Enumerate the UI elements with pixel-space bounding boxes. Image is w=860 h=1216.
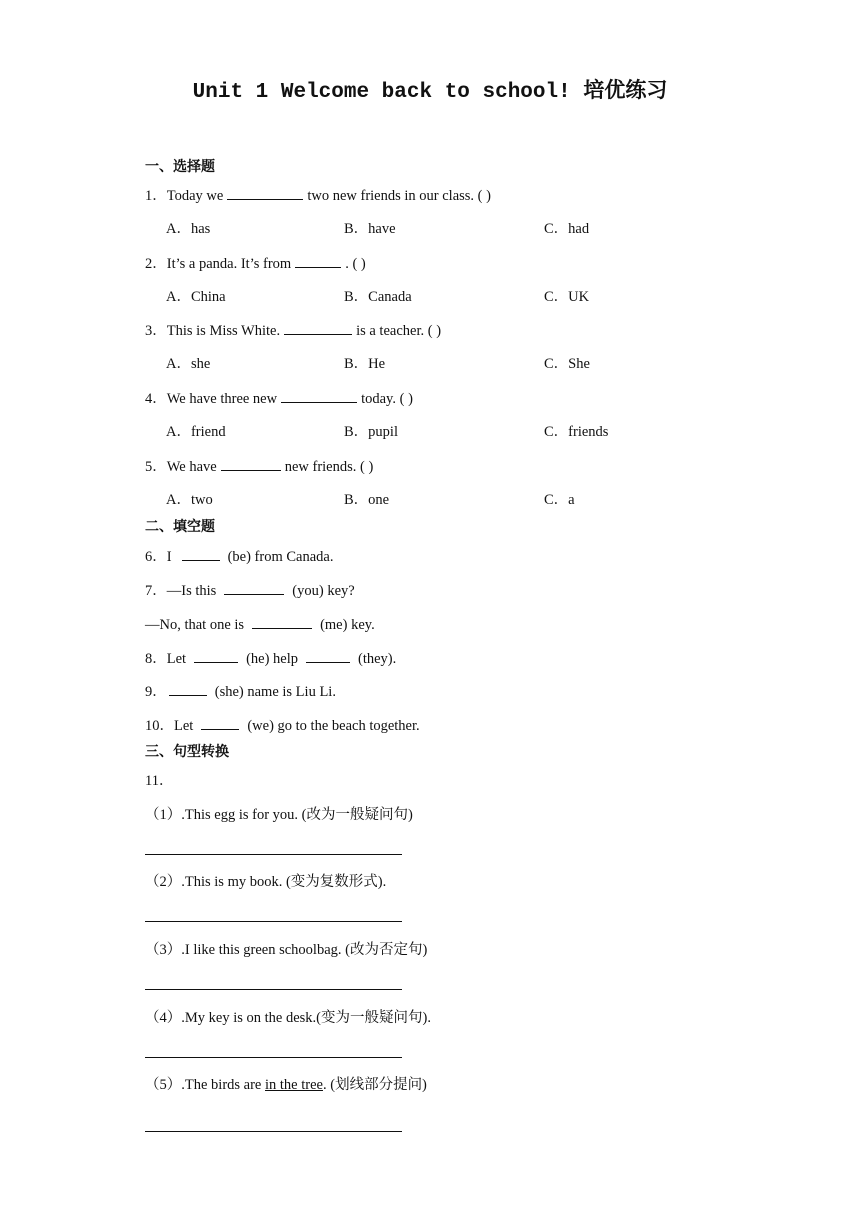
question-2: [145, 253, 366, 274]
answer-blank[interactable]: [295, 253, 341, 268]
question-3-prefix: 3．This is Miss White.: [145, 323, 281, 339]
section-heading-fill-blank: 二、填空题: [145, 519, 215, 535]
question-4-suffix: today. ( ): [361, 391, 413, 407]
question-1-prefix: 1．Today we: [145, 188, 224, 204]
option-a[interactable]: A．friend: [166, 424, 226, 440]
question-8-middle: (he) help: [246, 651, 299, 667]
underlined-phrase: in the tree: [265, 1077, 323, 1093]
question-9-prefix: 9．: [145, 684, 167, 700]
answer-blank[interactable]: [221, 456, 281, 471]
page-title: Unit 1 Welcome back to school! 培优练习: [192, 81, 668, 104]
option-b[interactable]: B．have: [344, 221, 396, 237]
question-7: [145, 580, 355, 601]
question-6: [145, 546, 333, 567]
question-9-suffix: (she) name is Liu Li.: [214, 684, 336, 700]
answer-blank[interactable]: [201, 715, 239, 730]
question-7-reply-suffix: (me) key.: [320, 617, 375, 633]
answer-line[interactable]: [145, 921, 402, 922]
question-7-prefix: 7．—Is this: [145, 583, 217, 599]
answer-blank[interactable]: [306, 648, 350, 663]
question-5-suffix: new friends. ( ): [284, 459, 374, 475]
answer-line[interactable]: [145, 854, 402, 855]
question-10-prefix: 10．Let: [145, 718, 194, 734]
question-9: [145, 681, 336, 702]
question-7-reply-prefix: —No, that one is: [145, 617, 245, 633]
option-b[interactable]: B．Canada: [344, 289, 412, 305]
section-heading-transform: 三、句型转换: [145, 744, 229, 760]
answer-blank[interactable]: [224, 580, 284, 595]
question-11-number: 11．: [145, 773, 174, 789]
answer-line[interactable]: [145, 1057, 402, 1058]
answer-blank[interactable]: [284, 320, 352, 335]
option-a[interactable]: A．she: [166, 356, 211, 372]
option-a[interactable]: A．two: [166, 492, 213, 508]
question-7-reply: [145, 614, 375, 635]
option-b[interactable]: B．one: [344, 492, 390, 508]
question-5-prefix: 5．We have: [145, 459, 217, 475]
answer-blank[interactable]: [252, 614, 312, 629]
answer-line[interactable]: [145, 1131, 402, 1132]
option-a[interactable]: A．China: [166, 289, 226, 305]
question-11-part-2: （2）.This is my book. (变为复数形式).: [145, 874, 387, 890]
question-4: [145, 388, 413, 409]
question-6-prefix: 6．I: [145, 549, 172, 565]
option-c[interactable]: C．a: [544, 492, 575, 508]
question-5: [145, 456, 373, 477]
question-11-part-1: （1）.This egg is for you. (改为一般疑问句): [145, 807, 413, 823]
option-c[interactable]: C．friends: [544, 424, 609, 440]
question-7-suffix: (you) key?: [292, 583, 355, 599]
question-4-prefix: 4．We have three new: [145, 391, 278, 407]
question-11-part-5-suffix: . (划线部分提问): [322, 1077, 427, 1093]
question-3-suffix: is a teacher. ( ): [356, 323, 442, 339]
answer-blank[interactable]: [194, 648, 238, 663]
question-8-suffix: (they).: [358, 651, 397, 667]
option-b[interactable]: B．pupil: [344, 424, 398, 440]
question-1-suffix: two new friends in our class. ( ): [307, 188, 491, 204]
question-8-prefix: 8．Let: [145, 651, 187, 667]
question-10-suffix: (we) go to the beach together.: [247, 718, 420, 734]
answer-blank[interactable]: [182, 546, 220, 561]
question-10: [145, 715, 420, 736]
question-2-suffix: . ( ): [345, 256, 366, 272]
section-heading-choice: 一、选择题: [145, 159, 215, 175]
question-8: [145, 648, 396, 669]
option-a[interactable]: A．has: [166, 221, 211, 237]
question-1: [145, 185, 491, 206]
question-6-suffix: (be) from Canada.: [227, 549, 334, 565]
question-3: [145, 320, 441, 341]
option-c[interactable]: C．UK: [544, 289, 590, 305]
option-c[interactable]: C．had: [544, 221, 590, 237]
option-b[interactable]: B．He: [344, 356, 386, 372]
question-11-part-3: （3）.I like this green schoolbag. (改为否定句): [145, 942, 428, 958]
question-2-prefix: 2．It’s a panda. It’s from: [145, 256, 292, 272]
answer-blank[interactable]: [227, 185, 303, 200]
question-11-part-5: [145, 1075, 427, 1095]
option-c[interactable]: C．She: [544, 356, 590, 372]
question-11-part-4: （4）.My key is on the desk.(变为一般疑问句).: [145, 1010, 431, 1026]
answer-blank[interactable]: [281, 388, 357, 403]
answer-line[interactable]: [145, 989, 402, 990]
question-11-part-5-prefix: （5）.The birds are: [145, 1077, 265, 1093]
answer-blank[interactable]: [169, 681, 207, 696]
